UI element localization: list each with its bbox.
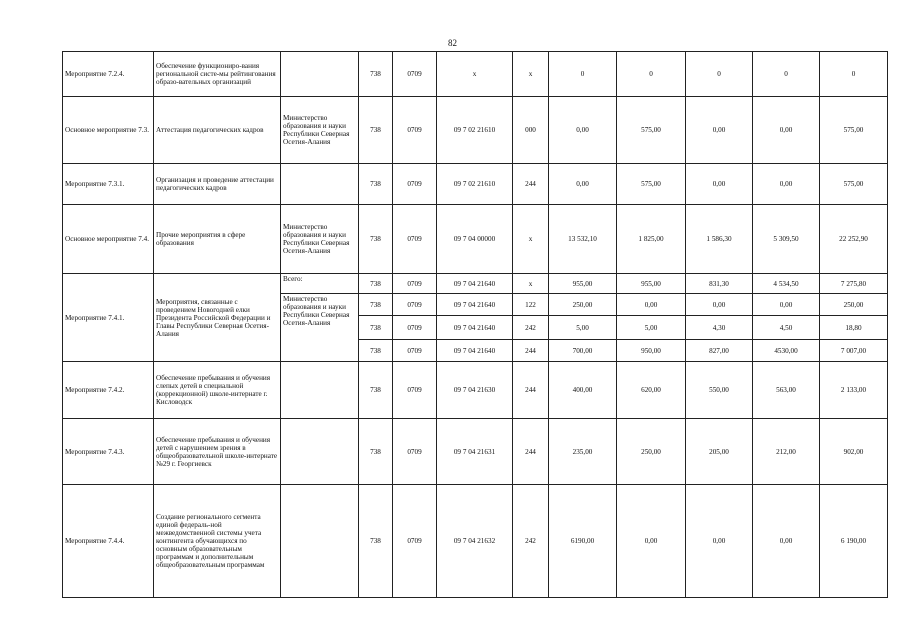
- cell-csr: 09 7 04 21640: [437, 340, 513, 362]
- cell-total: 250,00: [820, 294, 888, 316]
- cell-year1: 13 532,10: [549, 205, 617, 274]
- cell-grbs: 738: [359, 97, 393, 164]
- cell-csr: 09 7 04 21640: [437, 294, 513, 316]
- row-description: Создание регионального сегмента единой федераль-ной межведомственной системы учета контингента обучающихся по основным образовательным программам и дополнительным общеобразовательным программам: [154, 485, 281, 598]
- table-row: [63, 485, 888, 598]
- cell-grbs: 738: [359, 419, 393, 485]
- cell-csr: 09 7 04 21630: [437, 362, 513, 419]
- cell-csr: 09 7 04 00000: [437, 205, 513, 274]
- cell-grbs: 738: [359, 485, 393, 598]
- cell-year4: 4,50: [753, 316, 820, 340]
- cell-rzpr: 0709: [393, 52, 437, 97]
- cell-total: 7 007,00: [820, 340, 888, 362]
- cell-year1: 400,00: [549, 362, 617, 419]
- cell-year4: 0,00: [753, 485, 820, 598]
- row-executor: Министерство образования и науки Республики Северная Осетия-Алания: [281, 294, 359, 362]
- cell-rzpr: 0709: [393, 97, 437, 164]
- row-executor: [281, 164, 359, 205]
- cell-year3: 0,00: [686, 97, 753, 164]
- budget-table: [62, 51, 888, 598]
- cell-total: 6 190,00: [820, 485, 888, 598]
- cell-year1: 250,00: [549, 294, 617, 316]
- cell-year4: 4530,00: [753, 340, 820, 362]
- cell-year1: 700,00: [549, 340, 617, 362]
- cell-year2: 1 825,00: [617, 205, 686, 274]
- cell-grbs: 738: [359, 316, 393, 340]
- row-executor-total: Всего:: [281, 274, 359, 294]
- cell-year1: 6190,00: [549, 485, 617, 598]
- row-name: Мероприятие 7.2.4.: [63, 52, 154, 97]
- cell-year4: 0,00: [753, 164, 820, 205]
- cell-grbs: 738: [359, 294, 393, 316]
- cell-rzpr: 0709: [393, 485, 437, 598]
- cell-year4: 212,00: [753, 419, 820, 485]
- cell-year4: 563,00: [753, 362, 820, 419]
- cell-year3: 831,30: [686, 274, 753, 294]
- cell-rzpr: 0709: [393, 294, 437, 316]
- cell-csr: 09 7 04 21640: [437, 316, 513, 340]
- cell-year2: 5,00: [617, 316, 686, 340]
- cell-vr: 244: [513, 164, 549, 205]
- cell-year1: 0,00: [549, 164, 617, 205]
- cell-year2: 575,00: [617, 164, 686, 205]
- table-row: [63, 164, 888, 205]
- cell-year1: 955,00: [549, 274, 617, 294]
- row-description: Обеспечение функциониро-вания региональной систе-мы рейтингования образо-вательных организаций: [154, 52, 281, 97]
- cell-vr: 122: [513, 294, 549, 316]
- row-name: Основное мероприятие 7.3.: [63, 97, 154, 164]
- cell-year3: 1 586,30: [686, 205, 753, 274]
- cell-vr: 242: [513, 316, 549, 340]
- table-row: [63, 52, 888, 97]
- table-row: [63, 419, 888, 485]
- cell-year1: 0: [549, 52, 617, 97]
- cell-csr: 09 7 02 21610: [437, 164, 513, 205]
- cell-vr: 244: [513, 419, 549, 485]
- cell-year2: 620,00: [617, 362, 686, 419]
- cell-year3: 0: [686, 52, 753, 97]
- cell-rzpr: 0709: [393, 340, 437, 362]
- cell-grbs: 738: [359, 164, 393, 205]
- cell-vr: 242: [513, 485, 549, 598]
- row-description: Обеспечение пребывания и обучения детей с нарушением зрения в общеобразовательной школе-интернате №29 г. Георгиевск: [154, 419, 281, 485]
- cell-year3: 205,00: [686, 419, 753, 485]
- cell-year1: 5,00: [549, 316, 617, 340]
- row-description: Аттестация педагогических кадров: [154, 97, 281, 164]
- cell-year2: 0,00: [617, 294, 686, 316]
- cell-rzpr: 0709: [393, 164, 437, 205]
- cell-rzpr: 0709: [393, 419, 437, 485]
- table-row: [63, 97, 888, 164]
- cell-year2: 250,00: [617, 419, 686, 485]
- cell-rzpr: 0709: [393, 205, 437, 274]
- cell-year2: 0,00: [617, 485, 686, 598]
- cell-grbs: 738: [359, 274, 393, 294]
- cell-vr: х: [513, 274, 549, 294]
- cell-rzpr: 0709: [393, 316, 437, 340]
- cell-grbs: 738: [359, 362, 393, 419]
- cell-rzpr: 0709: [393, 362, 437, 419]
- cell-year4: 0,00: [753, 97, 820, 164]
- cell-csr: х: [437, 52, 513, 97]
- cell-year3: 0,00: [686, 164, 753, 205]
- cell-year3: 827,00: [686, 340, 753, 362]
- table-row: [63, 362, 888, 419]
- cell-csr: 09 7 04 21640: [437, 274, 513, 294]
- cell-csr: 09 7 04 21632: [437, 485, 513, 598]
- row-executor: Министерство образования и науки Республики Северная Осетия-Алания: [281, 205, 359, 274]
- cell-year4: 4 534,50: [753, 274, 820, 294]
- cell-year4: 5 309,50: [753, 205, 820, 274]
- page-number: 82: [448, 38, 457, 48]
- cell-year4: 0,00: [753, 294, 820, 316]
- row-description: Организация и проведение аттестации педагогических кадров: [154, 164, 281, 205]
- cell-total: 575,00: [820, 164, 888, 205]
- row-name: Мероприятие 7.4.2.: [63, 362, 154, 419]
- row-name: Мероприятие 7.4.4.: [63, 485, 154, 598]
- cell-year4: 0: [753, 52, 820, 97]
- cell-year2: 955,00: [617, 274, 686, 294]
- cell-grbs: 738: [359, 52, 393, 97]
- cell-year3: 0,00: [686, 294, 753, 316]
- cell-total: 575,00: [820, 97, 888, 164]
- row-description: Мероприятия, связанные с проведением Новогодней елки Президента Российской Федерации и Главы Республики Северная Осетия-Алания: [154, 274, 281, 362]
- row-executor: [281, 485, 359, 598]
- cell-total: 2 133,00: [820, 362, 888, 419]
- cell-csr: 09 7 02 21610: [437, 97, 513, 164]
- cell-csr: 09 7 04 21631: [437, 419, 513, 485]
- table-row: [63, 274, 888, 294]
- cell-vr: х: [513, 52, 549, 97]
- row-description: Обеспечение пребывания и обучения слепых детей в специальной (коррекционной) школе-интернате г. Кисловодск: [154, 362, 281, 419]
- cell-total: 902,00: [820, 419, 888, 485]
- cell-year2: 575,00: [617, 97, 686, 164]
- row-executor: [281, 362, 359, 419]
- cell-year1: 235,00: [549, 419, 617, 485]
- row-executor: [281, 52, 359, 97]
- cell-year2: 0: [617, 52, 686, 97]
- cell-rzpr: 0709: [393, 274, 437, 294]
- row-executor: [281, 419, 359, 485]
- table-row: [63, 205, 888, 274]
- cell-year1: 0,00: [549, 97, 617, 164]
- cell-grbs: 738: [359, 205, 393, 274]
- cell-total: 22 252,90: [820, 205, 888, 274]
- cell-year3: 4,30: [686, 316, 753, 340]
- row-name: Мероприятие 7.4.3.: [63, 419, 154, 485]
- cell-vr: 244: [513, 362, 549, 419]
- cell-year3: 550,00: [686, 362, 753, 419]
- cell-grbs: 738: [359, 340, 393, 362]
- cell-year2: 950,00: [617, 340, 686, 362]
- cell-vr: 244: [513, 340, 549, 362]
- cell-total: 18,80: [820, 316, 888, 340]
- row-name: Мероприятие 7.3.1.: [63, 164, 154, 205]
- cell-vr: 000: [513, 97, 549, 164]
- cell-total: 0: [820, 52, 888, 97]
- cell-year3: 0,00: [686, 485, 753, 598]
- row-executor: Министерство образования и науки Республики Северная Осетия-Алания: [281, 97, 359, 164]
- row-name: Мероприятие 7.4.1.: [63, 274, 154, 362]
- cell-total: 7 275,80: [820, 274, 888, 294]
- row-name: Основное мероприятие 7.4.: [63, 205, 154, 274]
- cell-vr: х: [513, 205, 549, 274]
- row-description: Прочие мероприятия в сфере образования: [154, 205, 281, 274]
